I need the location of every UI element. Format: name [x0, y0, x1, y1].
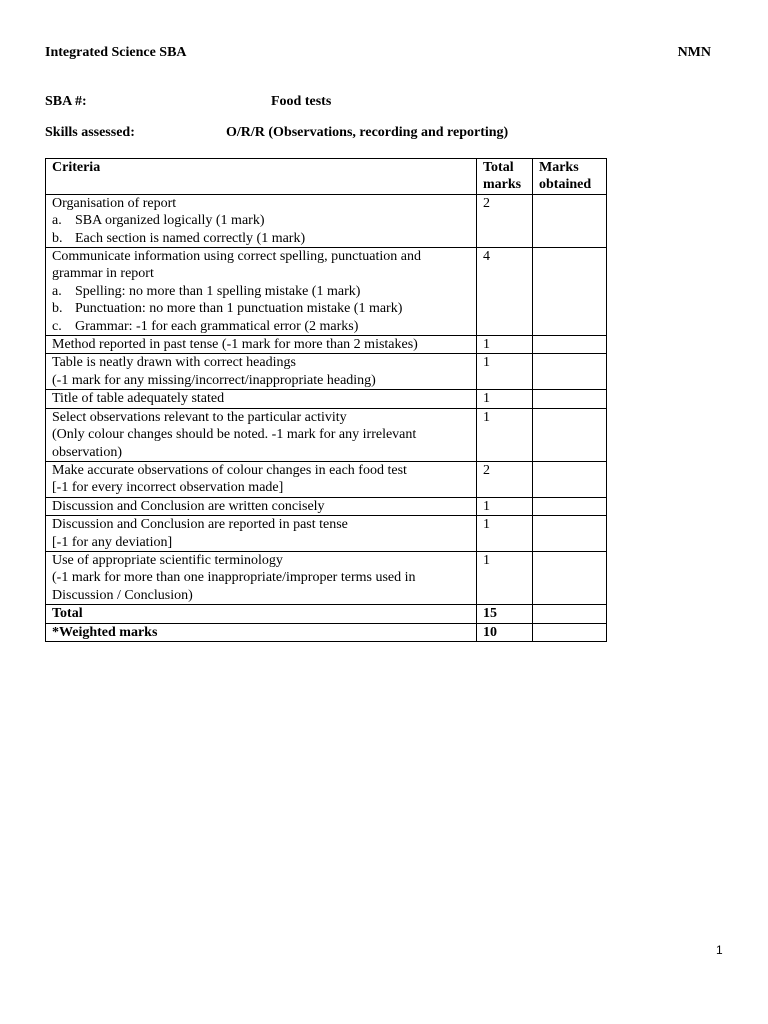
criteria-row: [46, 408, 607, 461]
summary-total: 10: [477, 623, 533, 641]
criteria-cell: [46, 461, 477, 497]
criteria-text: (Only colour changes should be noted. -1 mark for any irrelevant observation): [52, 427, 417, 460]
criteria-text: Grammar: -1 for each grammatical error (2 marks): [75, 318, 359, 334]
criteria-text: Use of appropriate scientific terminology: [52, 552, 283, 568]
document-title: Integrated Science SBA: [45, 45, 187, 60]
marking-rubric-table: [45, 158, 607, 642]
criteria-text: Discussion and Conclusion are written concisely: [52, 498, 325, 514]
total-marks-cell: 1: [477, 516, 533, 552]
header-row: [46, 159, 607, 195]
criteria-row: [46, 336, 607, 354]
marks-obtained-cell: [533, 551, 607, 604]
criteria-row: [46, 248, 607, 336]
total-marks-cell: 1: [477, 551, 533, 604]
criteria-subitem: [52, 318, 470, 335]
criteria-text: Discussion and Conclusion are reported in past tense: [52, 517, 348, 533]
criteria-cell: [46, 390, 477, 408]
criteria-text: Spelling: no more than 1 spelling mistake (1 mark): [75, 283, 361, 299]
criteria-line: [52, 569, 470, 604]
criteria-line: [52, 336, 470, 353]
total-marks-column-header: Total marks: [477, 159, 533, 195]
criteria-line: [52, 248, 470, 283]
total-marks-cell: 1: [477, 497, 533, 515]
criteria-line: [52, 354, 470, 371]
criteria-text: Each section is named correctly (1 mark): [75, 230, 306, 246]
marks-obtained-cell: [533, 194, 607, 247]
marks-obtained-cell: [533, 408, 607, 461]
criteria-line: [52, 372, 470, 389]
criteria-text: (-1 mark for any missing/incorrect/inappropriate heading): [52, 372, 376, 388]
sba-topic: Food tests: [271, 94, 332, 109]
criteria-text: Communicate information using correct spelling, punctuation and grammar in report: [52, 249, 421, 282]
rubric-body: [46, 194, 607, 641]
marks-obtained-cell: [533, 248, 607, 336]
marks-obtained-cell: [533, 461, 607, 497]
criteria-row: [46, 516, 607, 552]
list-marker: c.: [52, 318, 62, 334]
total-marks-cell: 1: [477, 408, 533, 461]
criteria-subitem: [52, 212, 470, 229]
summary-row: [46, 623, 607, 641]
criteria-cell: [46, 336, 477, 354]
criteria-cell: [46, 551, 477, 604]
criteria-subitem: [52, 283, 470, 300]
summary-label: *Weighted marks: [46, 623, 477, 641]
criteria-text: Table is neatly drawn with correct headings: [52, 355, 296, 371]
criteria-text: (-1 mark for more than one inappropriate/improper terms used in Discussion / Conclusion): [52, 570, 416, 603]
criteria-line: [52, 409, 470, 426]
sba-number-label: SBA #:: [45, 94, 87, 109]
criteria-row: [46, 551, 607, 604]
summary-row: [46, 605, 607, 623]
criteria-subitem: [52, 300, 470, 317]
total-marks-cell: 1: [477, 354, 533, 390]
criteria-cell: [46, 497, 477, 515]
total-marks-cell: 2: [477, 461, 533, 497]
list-marker: b.: [52, 230, 63, 246]
criteria-line: [52, 516, 470, 533]
criteria-line: [52, 390, 470, 407]
criteria-text: Organisation of report: [52, 195, 177, 211]
list-marker: a.: [52, 213, 62, 229]
criteria-text: Title of table adequately stated: [52, 391, 225, 407]
criteria-cell: [46, 248, 477, 336]
criteria-row: [46, 497, 607, 515]
criteria-text: Method reported in past tense (-1 mark for more than 2 mistakes): [52, 337, 418, 353]
criteria-line: [52, 498, 470, 515]
criteria-line: [52, 479, 470, 496]
marks-obtained-cell: [533, 623, 607, 641]
list-marker: a.: [52, 283, 62, 299]
skills-assessed-value: O/R/R (Observations, recording and reporting): [226, 125, 509, 140]
criteria-text: Make accurate observations of colour changes in each food test: [52, 462, 407, 478]
marks-obtained-cell: [533, 336, 607, 354]
criteria-subitem: [52, 230, 470, 247]
criteria-row: [46, 390, 607, 408]
criteria-text: Punctuation: no more than 1 punctuation mistake (1 mark): [75, 301, 403, 317]
criteria-cell: [46, 194, 477, 247]
total-marks-cell: 4: [477, 248, 533, 336]
marks-obtained-cell: [533, 354, 607, 390]
list-marker: b.: [52, 301, 63, 317]
total-marks-cell: 1: [477, 390, 533, 408]
criteria-cell: [46, 408, 477, 461]
summary-total: 15: [477, 605, 533, 623]
marks-obtained-column-header: Marks obtained: [533, 159, 607, 195]
marks-obtained-cell: [533, 497, 607, 515]
criteria-row: [46, 354, 607, 390]
criteria-cell: [46, 516, 477, 552]
criteria-row: [46, 461, 607, 497]
criteria-column-header: Criteria: [46, 159, 477, 195]
author-initials: NMN: [677, 45, 711, 60]
criteria-text: SBA organized logically (1 mark): [75, 213, 265, 229]
criteria-text: Select observations relevant to the particular activity: [52, 409, 347, 425]
criteria-line: [52, 195, 470, 212]
page-number: 1: [716, 943, 723, 957]
criteria-line: [52, 462, 470, 479]
skills-assessed-label: Skills assessed:: [45, 125, 135, 140]
marks-obtained-cell: [533, 605, 607, 623]
criteria-cell: [46, 354, 477, 390]
criteria-text: [-1 for every incorrect observation made]: [52, 480, 284, 496]
marks-obtained-cell: [533, 516, 607, 552]
total-marks-cell: 2: [477, 194, 533, 247]
criteria-row: [46, 194, 607, 247]
criteria-line: [52, 534, 470, 551]
total-marks-cell: 1: [477, 336, 533, 354]
criteria-line: [52, 552, 470, 569]
criteria-text: [-1 for any deviation]: [52, 534, 173, 550]
rubric-header: [46, 159, 607, 195]
criteria-line: [52, 426, 470, 461]
marks-obtained-cell: [533, 390, 607, 408]
summary-label: Total: [46, 605, 477, 623]
